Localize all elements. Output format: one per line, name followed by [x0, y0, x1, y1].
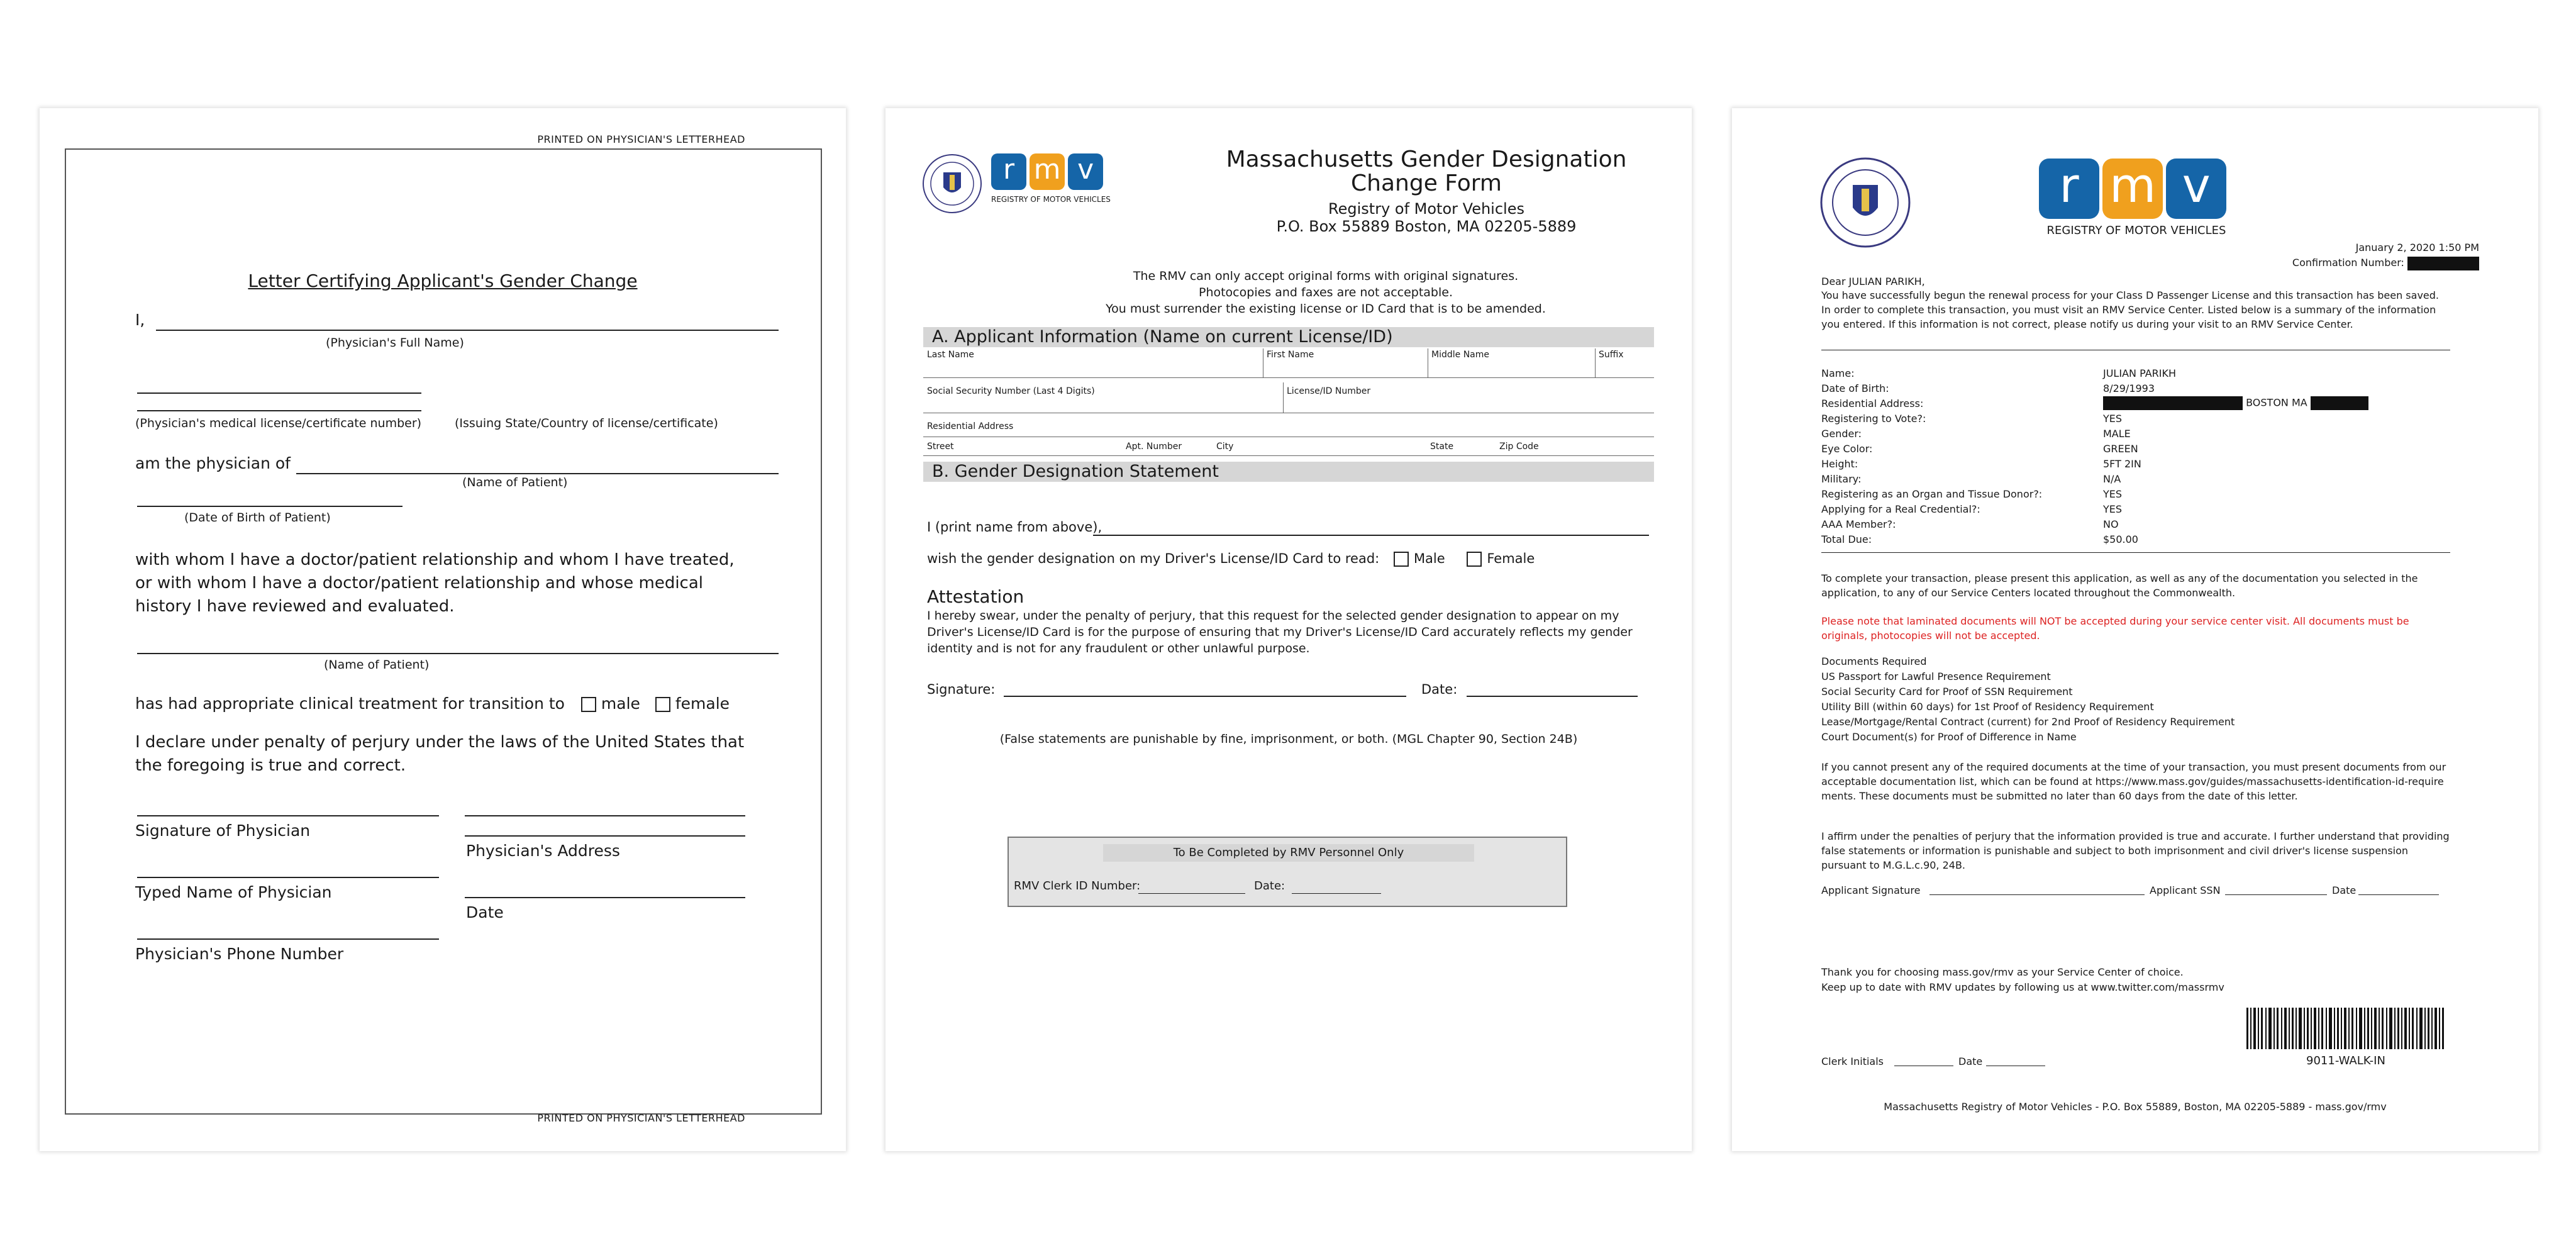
row-label: Name: [1821, 367, 1855, 379]
male-label: male [601, 694, 640, 713]
license-id-label: License/ID Number [1287, 386, 1371, 396]
rmv-caption-small: REGISTRY OF MOTOR VEHICLES [991, 195, 1111, 204]
designation-text: wish the gender designation on my Driver's License/ID Card to read: [927, 551, 1380, 566]
rmv-letter-r: r [991, 153, 1026, 190]
complete-paragraph: To complete your transaction, please present this application, as well as any of the documentation you selected in the application, to any of our Service Centers located throughout the Commonwealth. [1821, 572, 2418, 599]
attestation-text: I hereby swear, under the penalty of perjury, that this request for the selected gender designation to appear on my Driver's License/ID Card is for the purpose of ensuring that my Driver's License/ID Card accurately reflects my gender identity and is not for any fraudulent or other unlawful purpose. [927, 609, 1633, 655]
treatment-row [135, 694, 730, 713]
date-line[interactable] [465, 897, 745, 898]
document-item: Court Document(s) for Proof of Difference in Name [1821, 731, 2077, 743]
intro-paragraph: You have successfully begun the renewal process for your Class D Passenger License and this transaction has been saved. In order to complete this transaction, you must visit an RMV Service Center. Listed below is a summary of the information you entered. If this information is not correct, please notify us during your visit to an RMV Service Center. [1821, 289, 2439, 330]
document-item: Utility Bill (within 60 days) for 1st Proof of Residency Requirement [1821, 701, 2154, 713]
rmv-logo-small [991, 153, 1103, 190]
massachusetts-seal-icon [922, 153, 982, 214]
printed-on-letterhead-bottom: PRINTED ON PHYSICIAN'S LETTERHEAD [537, 1112, 745, 1124]
residential-address-value [2103, 396, 2368, 410]
residential-address-label: Residential Address [927, 421, 1014, 431]
physician-full-name-caption: (Physician's Full Name) [326, 336, 464, 350]
laminated-warning: Please note that laminated documents will NOT be accepted during your service center visit. All documents must be originals, photocopies will not be accepted. [1821, 615, 2409, 642]
row-label: Applying for a Real Credential?: [1821, 503, 1980, 515]
address-line-1[interactable] [465, 815, 745, 816]
massachusetts-seal-icon [1820, 157, 1911, 248]
section-b-header: B. Gender Designation Statement [923, 462, 1654, 482]
phone-line[interactable] [137, 938, 439, 940]
row-label: Military: [1821, 473, 1862, 485]
declare-paragraph: I declare under penalty of perjury under the laws of the United States that the foregoing is true and correct. [135, 733, 745, 775]
middle-name-label: Middle Name [1431, 350, 1489, 360]
city-label: City [1216, 442, 1234, 452]
name-of-patient-caption-2: (Name of Patient) [324, 658, 430, 672]
clerk-date-label: Date [1958, 1055, 1983, 1067]
print-name-label: I (print name from above), [927, 520, 1102, 535]
date-label: Date: [1421, 682, 1458, 697]
zip-redacted [2311, 396, 2368, 410]
rmv-letter-v: v [2166, 159, 2226, 219]
confirmation-row [2292, 255, 2479, 270]
applicant-ssn-label: Applicant SSN [2150, 884, 2221, 896]
row-value: GREEN [2103, 443, 2138, 455]
first-name-label: First Name [1267, 350, 1314, 360]
documents-heading: Documents Required [1821, 655, 1927, 667]
gender-designation-form-page [886, 108, 1692, 1151]
row-value: $50.00 [2103, 533, 2138, 545]
rmv-letter-m: m [2102, 159, 2163, 219]
row-value: 5FT 2IN [2103, 458, 2141, 470]
patient-name-line-2[interactable] [137, 653, 779, 654]
male-checkbox[interactable] [581, 697, 596, 712]
clerk-date-label: Date: [1254, 879, 1285, 893]
physician-name-line[interactable] [156, 330, 779, 331]
dear-line: Dear JULIAN PARIKH, [1821, 276, 1925, 287]
receipt-date: January 2, 2020 1:50 PM [2355, 242, 2479, 253]
barcode-text: 9011-WALK-IN [2306, 1054, 2385, 1067]
license-number-line[interactable] [137, 392, 421, 394]
dob-caption: (Date of Birth of Patient) [184, 511, 331, 525]
signature-line[interactable] [137, 815, 439, 816]
thanks-line-1: Thank you for choosing mass.gov/rmv as your Service Center of choice. [1821, 966, 2184, 978]
printed-on-letterhead-top: PRINTED ON PHYSICIAN'S LETTERHEAD [537, 133, 745, 145]
row-label: Registering to Vote?: [1821, 413, 1926, 425]
row-label: Height: [1821, 458, 1858, 470]
address-bottom-line [923, 455, 1654, 456]
letter-title: Letter Certifying Applicant's Gender Change [248, 270, 638, 291]
row-label: Registering as an Organ and Tissue Donor?: [1821, 488, 2043, 500]
divider [1283, 382, 1284, 413]
rmv-letter-m: m [1030, 153, 1065, 190]
date-line[interactable] [1467, 696, 1638, 697]
patient-name-line-1[interactable] [296, 473, 779, 474]
typed-name-caption: Typed Name of Physician [135, 883, 332, 901]
signature-line[interactable] [1004, 696, 1406, 697]
signature-date-label: Date [2332, 884, 2357, 896]
signature-label: Signature: [927, 682, 996, 697]
barcode-icon [2246, 1008, 2445, 1049]
date-caption: Date [466, 903, 504, 921]
designation-row [927, 551, 1535, 567]
row-value: JULIAN PARIKH [2103, 367, 2176, 379]
signature-caption: Signature of Physician [135, 821, 311, 840]
male-label: Male [1413, 551, 1445, 566]
female-label: Female [1487, 551, 1535, 566]
rmv-caption: REGISTRY OF MOTOR VEHICLES [2046, 224, 2226, 237]
note-surrender: You must surrender the existing license or ID Card that is to be amended. [1106, 302, 1546, 316]
divider [1821, 552, 2450, 553]
print-name-line[interactable] [1093, 535, 1649, 536]
confirmation-redacted [2407, 257, 2479, 270]
applicant-signature-label: Applicant Signature [1821, 884, 1921, 896]
divider [1595, 348, 1596, 377]
apt-label: Apt. Number [1126, 442, 1182, 452]
note-original-forms: The RMV can only accept original forms with original signatures. [1133, 269, 1519, 283]
typed-name-line[interactable] [137, 877, 439, 878]
letter-border [65, 148, 822, 1115]
row-label: Gender: [1821, 428, 1862, 440]
i-label: I, [135, 311, 145, 329]
female-checkbox[interactable] [1467, 552, 1482, 567]
form-title-line2: Change Form [1351, 170, 1502, 196]
issuing-state-caption: (Issuing State/Country of license/certificate) [455, 416, 718, 430]
row-label: Total Due: [1821, 533, 1872, 545]
registry-name: Registry of Motor Vehicles [1328, 200, 1524, 218]
row-value: YES [2103, 503, 2123, 515]
row-value: N/A [2103, 473, 2121, 485]
row-value: NO [2103, 518, 2119, 530]
row-label: Date of Birth: [1821, 382, 1889, 394]
male-checkbox[interactable] [1394, 552, 1409, 567]
attestation-heading: Attestation [927, 586, 1024, 607]
last-name-label: Last Name [927, 350, 974, 360]
signature-date-line[interactable] [2358, 894, 2439, 895]
clerk-initials-label: Clerk Initials [1821, 1055, 1884, 1067]
rmv-personnel-heading: To Be Completed by RMV Personnel Only [1103, 844, 1474, 862]
zip-label: Zip Code [1499, 442, 1539, 452]
suffix-label: Suffix [1599, 350, 1624, 360]
document-item: Lease/Mortgage/Rental Contract (current) for 2nd Proof of Residency Requirement [1821, 716, 2235, 728]
clerk-id-line[interactable] [1138, 893, 1245, 894]
registry-address: P.O. Box 55889 Boston, MA 02205-5889 [1276, 218, 1577, 235]
treatment-text: has had appropriate clinical treatment for transition to [135, 694, 565, 713]
physician-letter-page [40, 108, 846, 1151]
row-label: Residential Address: [1821, 398, 1924, 409]
address-line-2[interactable] [465, 835, 745, 837]
address-caption: Physician's Address [466, 842, 620, 860]
rmv-logo [2039, 159, 2226, 219]
dob-line[interactable] [137, 506, 402, 507]
name-of-patient-caption-1: (Name of Patient) [462, 476, 568, 489]
note-photocopies: Photocopies and faxes are not acceptable. [1198, 286, 1453, 299]
row-value: 8/29/1993 [2103, 382, 2155, 394]
ssn-label: Social Security Number (Last 4 Digits) [927, 386, 1095, 396]
issuing-state-line[interactable] [137, 410, 421, 411]
receipt-footer: Massachusetts Registry of Motor Vehicles - P.O. Box 55889, Boston, MA 02205-5889 - mass.gov/rmv [1884, 1101, 2387, 1113]
street-label: Street [927, 442, 954, 452]
address-redacted [2103, 396, 2243, 410]
female-label: female [675, 694, 730, 713]
row-value: YES [2103, 413, 2123, 425]
license-number-caption: (Physician's medical license/certificate number) [135, 416, 422, 430]
rmv-personnel-box [1008, 837, 1567, 907]
phone-caption: Physician's Phone Number [135, 945, 344, 963]
affirm-paragraph: I affirm under the penalties of perjury that the information provided is true and accurate. I further understand that providing false statements or information is punishable and subject to both imprisonment and civil driver's license suspension pursuant to M.G.L.c.90, 24B. [1821, 830, 2450, 871]
rmv-letter-r: r [2039, 159, 2099, 219]
section-a-header: A. Applicant Information (Name on current License/ID) [923, 327, 1654, 347]
form-title-line1: Massachusetts Gender Designation [1226, 147, 1627, 172]
row-label: AAA Member?: [1821, 518, 1896, 530]
confirmation-label: Confirmation Number: [2292, 257, 2404, 269]
physician-of-label: am the physician of [135, 454, 291, 472]
clerk-date-line[interactable] [1292, 893, 1381, 894]
row-value: MALE [2103, 428, 2131, 440]
row-value: YES [2103, 488, 2123, 500]
false-statements-note: (False statements are punishable by fine, imprisonment, or both. (MGL Chapter 90, Section 24B) [999, 732, 1578, 746]
rmv-letter-v: v [1068, 153, 1103, 190]
rmv-receipt-page [1732, 108, 2538, 1151]
row-label: Eye Color: [1821, 443, 1873, 455]
relationship-paragraph: with whom I have a doctor/patient relationship and whom I have treated, or with whom I have a doctor/patient relationship and whose medical history I have reviewed and evaluated. [135, 550, 735, 616]
thanks-line-2: Keep up to date with RMV updates by following us at www.twitter.com/massrmv [1821, 981, 2224, 993]
clerk-id-label: RMV Clerk ID Number: [1014, 879, 1141, 893]
female-checkbox[interactable] [655, 697, 670, 712]
document-item: Social Security Card for Proof of SSN Requirement [1821, 686, 2073, 698]
applicant-ssn-line[interactable] [2225, 894, 2327, 895]
cannot-present-paragraph: If you cannot present any of the required documents at the time of your transaction, you must present documents from our acceptable documentation list, which can be found at https://www.mass.gov/guides/massachusetts-identification-id-requirements. These documents must be submitted no later than 60 days from the date of this letter. [1821, 761, 2446, 802]
state-label: State [1430, 442, 1454, 452]
row-value: BOSTON MA [2246, 396, 2307, 409]
document-item: US Passport for Lawful Presence Requirement [1821, 671, 2051, 682]
applicant-signature-line[interactable] [1929, 894, 2145, 895]
